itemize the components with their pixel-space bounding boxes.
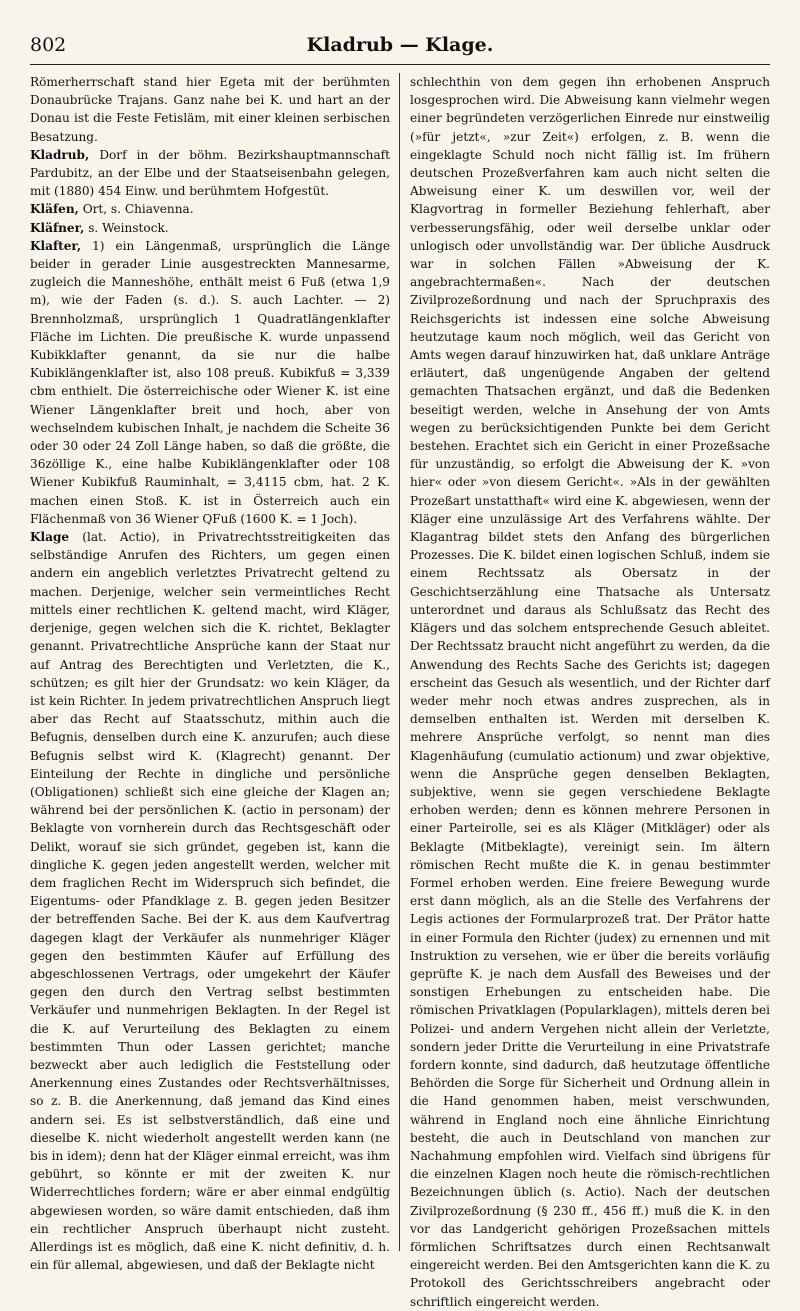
entry-paragraph	[30, 73, 390, 146]
entry-paragraph	[30, 237, 390, 528]
entry-text: (lat. Actio), in Privatrechtsstreitigkeiten das selbständige Anrufen des Richters, um gegen einen andern ein angeblich verletztes Privatrecht geltend zu machen. Derjenige, welcher sein vermeintliches Recht mittels einer rechtlichen K. geltend macht, wird Kläger, derjenige, gegen welchen sich die K. richtet, Beklagter genannt. Privatrechtliche Ansprüche kann der Staat nur auf Antrag des Berechtigten und Verletzten, die K., schützen; es gilt hier der Grundsatz: wo kein Kläger, da ist kein Richter. In jedem privatrechtlichen Anspruch liegt aber das Recht auf Staatsschutz, mithin auch die Befugnis, denselben durch eine K. anzurufen; auch diese Befugnis selbst wird K. (Klagrecht) genannt. Der Einteilung der Rechte in dingliche und persönliche (Obligationen) schließt sich eine gleiche der Klagen an; während bei der persönlichen K. (actio in personam) der Beklagte von vornherein durch das Rechtsgeschäft oder Delikt, worauf sie sich gründet, gegeben ist, kann die dingliche K. gegen jeden angestellt werden, welcher mit dem fraglichen Recht im Widerspruch sich befindet, die Eigentums- oder Pfandklage z. B. gegen jeden Besitzer der betreffenden Sache. Bei der K. aus dem Kaufvertrag dagegen klagt der Verkäufer als nunmehriger Kläger gegen den bestimmten Käufer auf Erfüllung des abgeschlossenen Vertrags, oder umgekehrt der Käufer gegen den durch den Vertrag selbst bestimmten Verkäufer und nunmehrigen Beklagten. In der Regel ist die K. auf Verurteilung des Beklagten zu einem bestimmten Thun oder Lassen gerichtet; manche bezweckt aber auch lediglich die Feststellung oder Anerkennung eines Zustandes oder Rechtsverhältnisses, so z. B. die Anerkennung, daß jemand das Kind eines andern sei. Es ist selbstverständlich, daß eine und dieselbe K. nicht wiederholt angestellt werden kann (ne bis in idem); denn hat der Kläger einmal erreicht, was ihm gebührt, so könnte er mit der zweiten K. nur Widerrechtliches fordern; wäre er aber einmal endgültig abgewiesen worden, so wäre damit entschieden, daß ihm ein rechtlicher Anspruch überhaupt nicht zusteht. Allerdings ist es möglich, daß eine K. nicht definitiv, d. h. ein für allemal, abgewiesen, und daß der Beklagte nicht	[30, 530, 391, 1273]
page-number: 802	[30, 34, 67, 56]
entry-headword: Klage	[30, 530, 70, 545]
left-column	[30, 73, 391, 1273]
text-columns	[30, 73, 770, 1309]
entry-headword: Kladrub,	[30, 147, 90, 162]
entry-text: s. Weinstock.	[84, 220, 169, 235]
running-title: Kladrub — Klage.	[306, 34, 494, 56]
entry-text: Römerherrschaft stand hier Egeta mit der berühmten Donaubrücke Trajans. Ganz nahe bei K. und hart an der Donau ist die Feste Fetisläm, mit einer kleinen serbischen Besatzung.	[30, 75, 390, 144]
entry-paragraph	[410, 73, 770, 1311]
entry-text: 1) ein Längenmaß, ursprünglich die Länge beider in gerader Linie ausgestreckten Mannesarme, zugleich die Manneshöhe, enthält meist 6 Fuß (etwa 1,9 m), wie der Faden (s. d.). S. auch Lachter. — 2) Brennholzmaß, ursprünglich 1 Quadratlängenklafter Fläche im Lichten. Die preußische K. wurde unpassend Kubikklafter genannt, da sie nur die halbe Kubiklängenklafter ist, also 108 preuß. Kubikfuß = 3,339 cbm enthielt. Die österreichische oder Wiener K. ist eine Wiener Längenklafter breit und hoch, aber von wechselndem kubischen Inhalt, je nachdem die Scheite 36 oder 30 oder 24 Zoll Länge haben, so daß die größte, die 36zöllige K., eine halbe Kubiklängenklafter oder 108 Wiener Kubikfuß Rauminhalt, = 3,4115 cbm, hat. 2 K. machen einen Stoß. K. ist in Österreich auch ein Flächenmaß von 36 Wiener QFuß (1600 K. = 1 Joch).	[30, 238, 390, 526]
entry-text: Dorf in der böhm. Bezirkshauptmannschaft Pardubitz, an der Elbe und der Staatseisenbahn gelegen, mit (1880) 454 Einw. und berühmtem Hofgestüt.	[30, 147, 390, 199]
entry-headword: Kläfen,	[30, 202, 79, 217]
entry-paragraph	[30, 528, 390, 1274]
entry-text: schlechthin von dem gegen ihn erhobenen Anspruch losgesprochen wird. Die Abweisung kann vielmehr wegen einer begründeten verzögerlichen Einrede nur einstweilig (»für jetzt«, »zur Zeit«) erfolgen, z. B. wenn die eingeklagte Schuld noch nicht fällig ist. Im frühern deutschen Prozeßverfahren kam auch nicht selten die Abweisung einer K. um deswillen vor, weil der Klagvortrag in formeller Beziehung fehlerhaft, aber verbesserungsfähig, oder weil derselbe unklar oder unlogisch oder unvollständig war. Der übliche Ausdruck war in solchen Fällen »Abweisung der K. angebrachtermaßen«. Nach der deutschen Zivilprozeßordnung und nach der Spruchpraxis des Reichsgerichts ist indessen eine solche Abweisung heutzutage kaum noch möglich, weil das Gericht von Amts wegen darauf hinzuwirken hat, daß unklare Anträge erläutert, daß ungenügende Angaben der geltend gemachten Thatsachen ergänzt, und daß die Bedenken beseitigt werden, welche in Ansehung der von Amts wegen zu berücksichtigenden Punkte bei dem Gericht bestehen. Erachtet sich ein Gericht in einer Prozeßsache für unzuständig, so erfolgt die Abweisung der K. »von hier« oder »von diesem Gericht«. »Als in der gewählten Prozeßart unstatthaft« wird eine K. abgewiesen, wenn der Kläger eine unzulässige Art des Verfahrens wählte. Der Klagantrag bildet stets den Anfang des bürgerlichen Prozesses. Die K. bildet einen logischen Schluß, indem sie einem Rechtssatz als Obersatz in der Geschichtserzählung eine Thatsache als Untersatz unterordnet und daraus als Schlußsatz das Recht des Klägers und das solchem entsprechende Gesuch ableitet. Der Rechtssatz braucht nicht angeführt zu werden, da die Anwendung des Rechts Sache des Gerichts ist; dagegen erscheint das Gesuch als wesentlich, und der Richter darf weder mehr noch etwas andres zusprechen, als in demselben enthalten ist. Werden mit derselben K. mehrere Ansprüche verfolgt, so nennt man dies Klagenhäufung (cumulatio actionum) und zwar objektive, wenn die Ansprüche gegen denselben Beklagten, subjektive, wenn sie gegen verschiedene Beklagte erhoben werden; denn es können mehrere Personen in einer Parteirolle, sei es als Kläger (Mitkläger) oder als Beklagte (Mitbeklagte), vereinigt sein. Im ältern römischen Recht mußte die K. in genau bestimmter Formel erhoben werden. Eine freiere Bewegung wurde erst dann möglich, als an die Stelle des Verfahrens der Legis actiones der Formularprozeß trat. Der Prätor hatte in einer Formula den Richter (judex) zu ernennen und mit Instruktion zu versehen, wie er über die bereits vorläufig geprüfte K. je nach dem Ausfall des Beweises und der sonstigen Erhebungen zu entscheiden habe. Die römischen Privatklagen (Popularklagen), mittels deren bei Polizei- und andern Vergehen nicht allein der Verletzte, sondern jeder Dritte die Verurteilung in eine Privatstrafe fordern konnte, sind dadurch, daß heutzutage öffentliche Behörden die Sorge für Sicherheit und Ordnung allein in die Hand genommen haben, meist verschwunden, während in England noch eine ähnliche Einrichtung besteht, die auch in Deutschland von manchen zur Nachahmung empfohlen wird. Vielfach sind übrigens für die einzelnen Klagen noch heute die römisch-rechtlichen Bezeichnungen üblich (s. Actio). Nach der deutschen Zivilprozeßordnung (§ 230 ff., 456 ff.) muß die K. in den vor das Landgericht gehörigen Prozeßsachen mittels förmlichen Schriftsatzes durch einen Rechtsanwalt eingereicht werden. Bei den Amtsgerichten kann die K. zu Protokoll des Gerichtsschreibers angebracht oder schriftlich eingereicht werden.	[410, 75, 770, 1309]
column-divider	[399, 73, 400, 1251]
entry-paragraph	[30, 200, 390, 218]
entry-paragraph	[30, 219, 390, 237]
entry-text: Ort, s. Chiavenna.	[78, 202, 194, 217]
entry-headword: Klafter,	[30, 238, 82, 253]
right-column	[410, 73, 770, 1309]
entry-headword: Kläfner,	[30, 220, 85, 235]
page-header	[30, 34, 770, 65]
entry-paragraph	[30, 146, 390, 201]
